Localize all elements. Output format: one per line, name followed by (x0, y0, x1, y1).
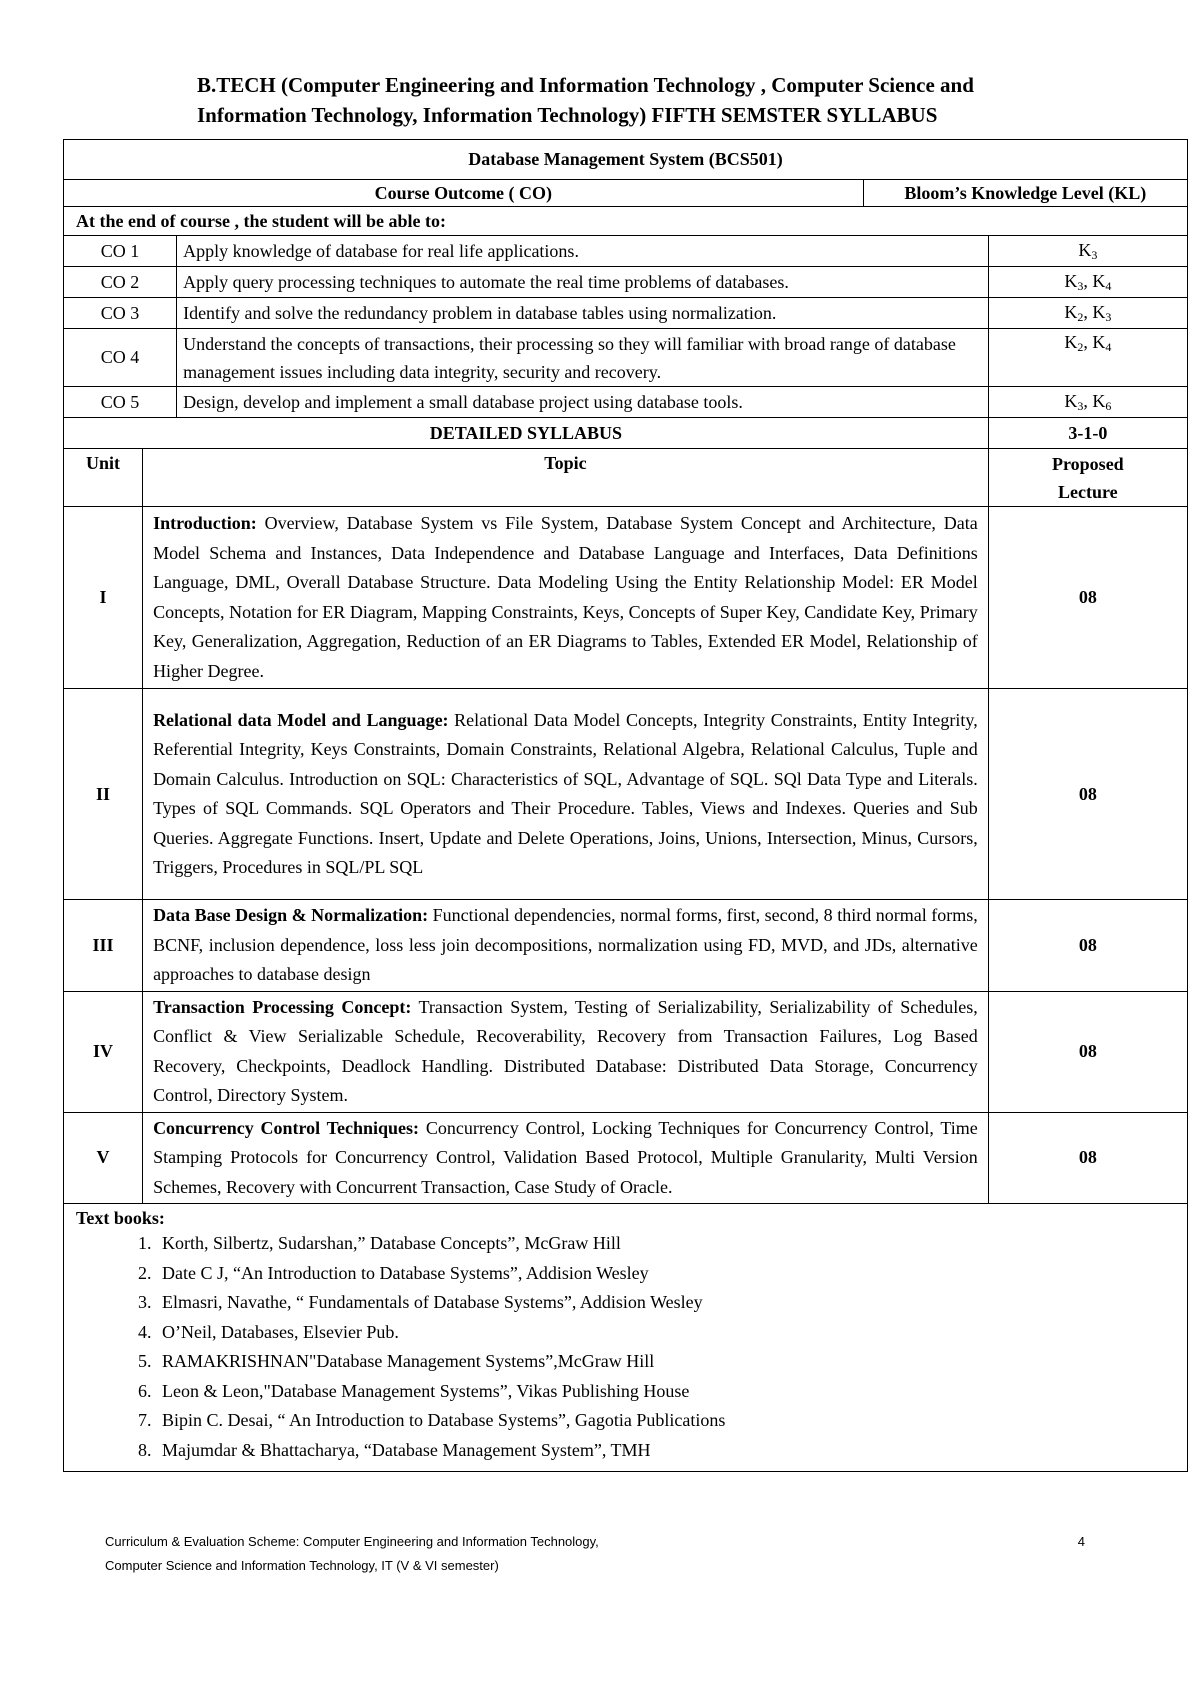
co-kl: $K_2$, $K_4$ (988, 329, 1187, 387)
co-id: CO 2 (64, 267, 177, 298)
ltp-value: 3-1-0 (988, 418, 1187, 449)
co-row (64, 236, 1188, 267)
co-id: CO 1 (64, 236, 177, 267)
co-kl: $K_3$ (988, 236, 1187, 267)
page-footer (105, 1530, 1085, 1578)
unit-lectures: 08 (988, 507, 1187, 689)
co-row (64, 267, 1188, 298)
co-kl: $K_3$, $K_6$ (988, 387, 1187, 418)
unit-topic (143, 507, 989, 689)
unit-topic (143, 991, 989, 1112)
detailed-syllabus-label: DETAILED SYLLABUS (64, 418, 989, 449)
page-title (197, 70, 1127, 130)
unit-row (64, 689, 1188, 900)
co-id: CO 4 (64, 329, 177, 387)
textbook-item: 2. Date C J, “An Introduction to Database Systems”, Addision Wesley (156, 1259, 1181, 1289)
unit-number: I (64, 507, 143, 689)
unit-heading: Data Base Design & Normalization: (153, 905, 429, 925)
unit-body: Relational Data Model Concepts, Integrity Constraints, Entity Integrity, Referential Integrity, Keys Constraints, Domain Constraints, Relational Algebra, Relational Calculus, Tuple and Domain Calculus. Introduction on SQL: Characteristics of SQL, Advantage of SQL. SQl Data Type and Literals. Types of SQL Commands. SQL Operators and Their Procedure. Tables, Views and Indexes. Queries and Sub Queries. Aggregate Functions. Insert, Update and Delete Operations, Joins, Unions, Intersection, Minus, Cursors, Triggers, Procedures in SQL/PL SQL (153, 709, 978, 877)
textbook-item: 5. RAMAKRISHNAN"Database Management Systems”,McGraw Hill (156, 1347, 1181, 1377)
co-row (64, 298, 1188, 329)
co-header: Course Outcome ( CO) (64, 180, 864, 207)
unit-number: III (64, 900, 143, 992)
co-row (64, 387, 1188, 418)
unit-row (64, 991, 1188, 1112)
unit-lectures: 08 (988, 689, 1187, 900)
unit-heading: Concurrency Control Techniques: (153, 1117, 420, 1138)
textbook-item: 1. Korth, Silbertz, Sudarshan,” Database Concepts”, McGraw Hill (156, 1229, 1181, 1259)
page-number: 4 (1077, 1534, 1085, 1549)
title-line-2: Information Technology, Information Technology) FIFTH SEMSTER SYLLABUS (197, 103, 938, 127)
lecture-header-line-2: Lecture (1058, 481, 1118, 502)
co-kl: $K_2$, $K_3$ (988, 298, 1187, 329)
co-row (64, 329, 1188, 387)
kl-header: Bloom’s Knowledge Level (KL) (863, 180, 1187, 207)
unit-topic (143, 689, 989, 900)
co-text: Identify and solve the redundancy problem in database tables using normalization. (177, 298, 989, 329)
textbook-item: 3. Elmasri, Navathe, “ Fundamentals of Database Systems”, Addision Wesley (156, 1288, 1181, 1318)
course-intro: At the end of course , the student will be able to: (64, 207, 1188, 236)
unit-heading: Transaction Processing Concept: (153, 996, 412, 1017)
unit-lectures: 08 (988, 900, 1187, 992)
textbook-item: 8. Majumdar & Bhattacharya, “Database Management System”, TMH (156, 1436, 1181, 1466)
co-kl: $K_3$, $K_4$ (988, 267, 1187, 298)
unit-number: II (64, 689, 143, 900)
unit-header: Unit (64, 449, 143, 507)
unit-heading: Relational data Model and Language: (153, 709, 449, 730)
co-text: Apply query processing techniques to automate the real time problems of databases. (177, 267, 989, 298)
textbooks-list (76, 1229, 1181, 1465)
unit-heading: Introduction: (153, 513, 257, 533)
unit-body: Overview, Database System vs File System, Database System Concept and Architecture, Data Model Schema and Instances, Data Independence and Database Language and Interfaces, Data Definitions Language, DML, Overall Database Structure. Data Modeling Using the Entity Relationship Model: ER Model Concepts, Notation for ER Diagram, Mapping Constraints, Keys, Concepts of Super Key, Candidate Key, Primary Key, Generalization, Aggregation, Reduction of an ER Diagrams to Tables, Extended ER Model, Relationship of Higher Degree. (153, 513, 978, 681)
textbooks-section (64, 1204, 1188, 1472)
co-id: CO 3 (64, 298, 177, 329)
unit-topic (143, 900, 989, 992)
co-text: Apply knowledge of database for real life applications. (177, 236, 989, 267)
course-title: Database Management System (BCS501) (64, 140, 1188, 180)
unit-body: Functional dependencies, normal forms, first, second, 8 third normal forms, BCNF, inclusion dependence, loss less join decompositions, normalization using FD, MVD, and JDs, alternative approaches to database design (153, 905, 978, 984)
unit-topic (143, 1112, 989, 1204)
lecture-header-line-1: Proposed (1052, 453, 1124, 474)
textbook-item: 7. Bipin C. Desai, “ An Introduction to Database Systems”, Gagotia Publications (156, 1406, 1181, 1436)
unit-row (64, 900, 1188, 992)
textbook-item: 6. Leon & Leon,"Database Management Systems”, Vikas Publishing House (156, 1377, 1181, 1407)
unit-number: IV (64, 991, 143, 1112)
unit-body: Transaction System, Testing of Serializability, Serializability of Schedules, Conflict & View Serializable Schedule, Recoverability, Recovery from Transaction Failures, Log Based Recovery, Checkpoints, Deadlock Handling. Distributed Database: Distributed Data Storage, Concurrency Control, Directory System. (153, 996, 978, 1105)
syllabus-table (63, 139, 1188, 1472)
unit-lectures: 08 (988, 1112, 1187, 1204)
unit-number: V (64, 1112, 143, 1204)
topic-header: Topic (143, 449, 989, 507)
co-text: Understand the concepts of transactions, their processing so they will familiar with broad range of database management issues including data integrity, security and recovery. (177, 329, 989, 387)
footer-line-2: Computer Science and Information Technology, IT (V & VI semester) (105, 1558, 499, 1573)
unit-row (64, 507, 1188, 689)
co-id: CO 5 (64, 387, 177, 418)
footer-line-1: Curriculum & Evaluation Scheme: Computer Engineering and Information Technology, (105, 1534, 599, 1549)
lecture-header (988, 449, 1187, 507)
textbooks-title: Text books: (76, 1208, 165, 1228)
unit-row (64, 1112, 1188, 1204)
co-text: Design, develop and implement a small database project using database tools. (177, 387, 989, 418)
title-line-1: B.TECH (Computer Engineering and Information Technology , Computer Science and (197, 73, 974, 97)
textbook-item: 4. O’Neil, Databases, Elsevier Pub. (156, 1318, 1181, 1348)
unit-body: Concurrency Control, Locking Techniques for Concurrency Control, Time Stamping Protocols for Concurrency Control, Validation Based Protocol, Multiple Granularity, Multi Version Schemes, Recovery with Concurrent Transaction, Case Study of Oracle. (153, 1117, 978, 1197)
unit-lectures: 08 (988, 991, 1187, 1112)
